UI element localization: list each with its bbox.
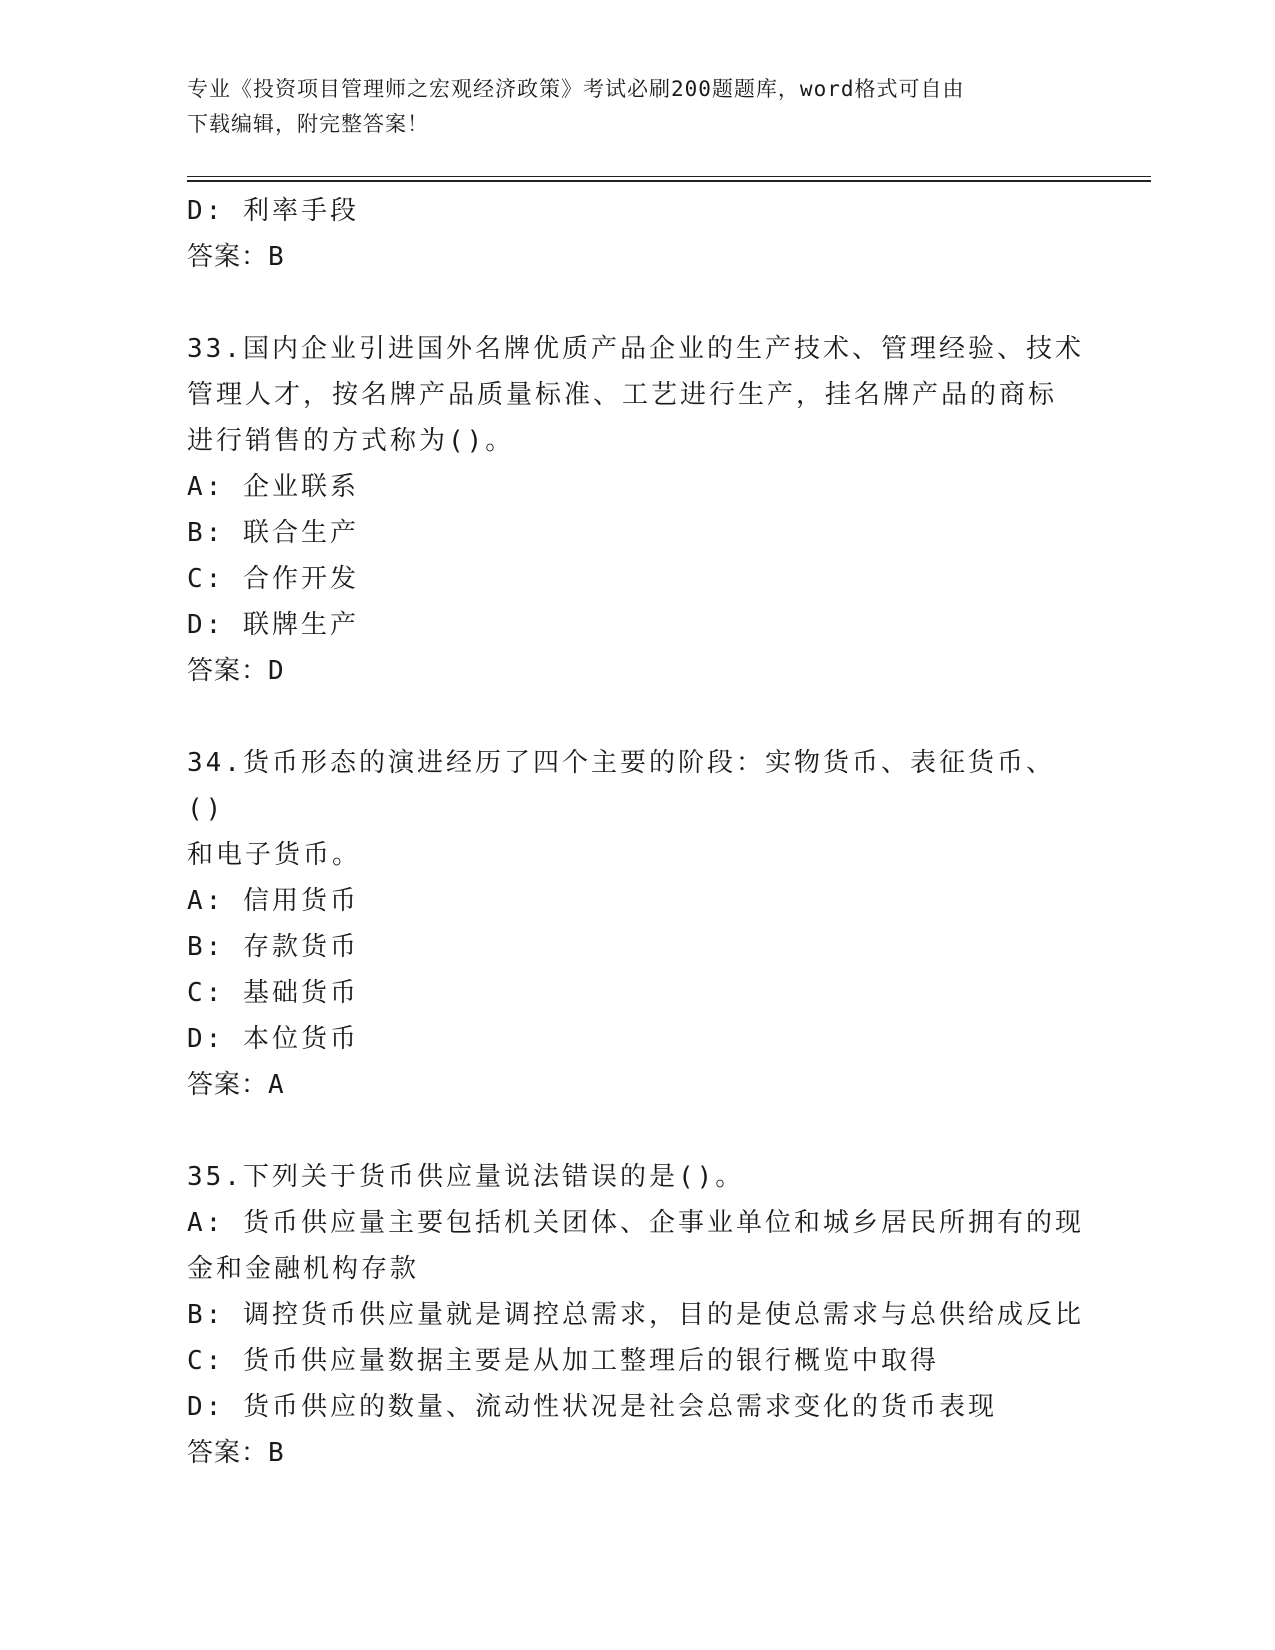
option-a: A: 信用货币 bbox=[187, 886, 359, 916]
answer-line: 答案：A bbox=[187, 1070, 285, 1100]
question-text: 进行销售的方式称为()。 bbox=[187, 426, 515, 456]
option-a: A: 货币供应量主要包括机关团体、企事业单位和城乡居民所拥有的现 bbox=[187, 1208, 1084, 1238]
question-text: 管理人才，按名牌产品质量标准、工艺进行生产，挂名牌产品的商标 bbox=[187, 380, 1058, 410]
answer-line: 答案：B bbox=[187, 1438, 285, 1468]
spacer bbox=[187, 694, 1087, 740]
option-c: C: 合作开发 bbox=[187, 564, 359, 594]
question-text: 33.国内企业引进国外名牌优质产品企业的生产技术、管理经验、技术 bbox=[187, 334, 1084, 364]
spacer bbox=[187, 1108, 1087, 1154]
option-d: D: 联牌生产 bbox=[187, 610, 359, 640]
answer-line: 答案：B bbox=[187, 242, 285, 272]
header-line-2: 下载编辑，附完整答案！ bbox=[187, 112, 429, 136]
option-d: D: 利率手段 bbox=[187, 196, 359, 226]
question-text: 和电子货币。 bbox=[187, 840, 362, 870]
document-body bbox=[187, 188, 1087, 1476]
question-34 bbox=[187, 740, 1087, 1108]
option-c: C: 货币供应量数据主要是从加工整理后的银行概览中取得 bbox=[187, 1346, 939, 1376]
document-header bbox=[187, 72, 1067, 142]
option-c: C: 基础货币 bbox=[187, 978, 359, 1008]
question-33 bbox=[187, 326, 1087, 694]
option-d: D: 货币供应的数量、流动性状况是社会总需求变化的货币表现 bbox=[187, 1392, 997, 1422]
option-b: B: 存款货币 bbox=[187, 932, 359, 962]
answer-line: 答案：D bbox=[187, 656, 285, 686]
option-d: D: 本位货币 bbox=[187, 1024, 359, 1054]
header-line-1: 专业《投资项目管理师之宏观经济政策》考试必刷200题题库，word格式可自由 bbox=[187, 77, 965, 101]
option-b: B: 联合生产 bbox=[187, 518, 359, 548]
header-divider-thin bbox=[187, 176, 1151, 177]
question-text: 34.货币形态的演进经历了四个主要的阶段：实物货币、表征货币、() bbox=[187, 748, 1055, 824]
option-a-continued: 金和金融机构存款 bbox=[187, 1254, 420, 1284]
spacer bbox=[187, 280, 1087, 326]
option-b: B: 调控货币供应量就是调控总需求，目的是使总需求与总供给成反比 bbox=[187, 1300, 1084, 1330]
option-a: A: 企业联系 bbox=[187, 472, 359, 502]
header-divider-thick bbox=[187, 180, 1151, 182]
question-35 bbox=[187, 1154, 1087, 1476]
question-text: 35.下列关于货币供应量说法错误的是()。 bbox=[187, 1162, 745, 1192]
